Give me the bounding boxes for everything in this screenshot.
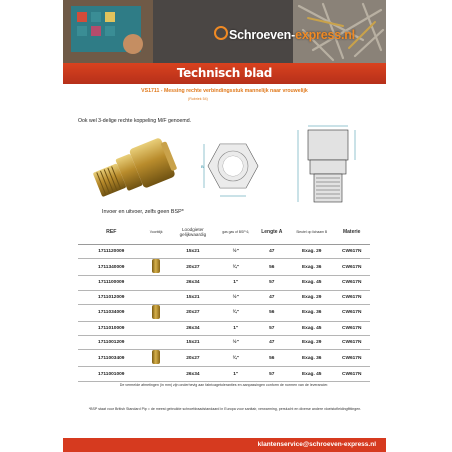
cell-wrench: Exag. 29 (290, 336, 333, 350)
cell-size: 20x27 (168, 350, 218, 367)
table-row (78, 245, 370, 259)
cell-length: 56 (254, 304, 290, 321)
product-subtitle: VS1711 - Messing rechte verbindingsstuk mannelijk naar vrouwelijk (141, 88, 308, 94)
cell-wrench: Exag. 45 (290, 321, 333, 335)
cell-size: 26x34 (168, 321, 218, 335)
cell-material: CW617N (333, 245, 370, 259)
cell-length: 57 (254, 276, 290, 290)
col-gas: gas gas of BSP 6, (218, 219, 254, 245)
cell-thumbnail (145, 304, 168, 321)
col-material: Materie (333, 219, 370, 245)
header-banner (63, 0, 386, 63)
col-ref: REF (78, 219, 145, 245)
cell-material: CW617N (333, 259, 370, 276)
cell-ref: 1711034009 (78, 304, 145, 321)
table-row (78, 259, 370, 276)
fitting-thumbnail-icon (152, 350, 160, 364)
cell-gas: ½" (218, 245, 254, 259)
brand-name-accent: express.nl (295, 28, 355, 42)
cell-ref: 1711001009 (78, 367, 145, 381)
cell-material: CW617N (333, 290, 370, 304)
cell-ref: 1711001209 (78, 336, 145, 350)
contact-email[interactable]: klantenservice@schroeven-express.nl (257, 441, 376, 448)
spec-table (78, 219, 370, 382)
cell-wrench: Exag. 36 (290, 259, 333, 276)
cell-ref: 1711100009 (78, 276, 145, 290)
cell-gas: ½" (218, 290, 254, 304)
cell-thumbnail (145, 245, 168, 259)
cell-wrench: Exag. 45 (290, 367, 333, 381)
fitting-thumbnail-icon (152, 305, 160, 319)
cell-gas: ¾" (218, 304, 254, 321)
col-size: Loodgieter gelijkwaardig (168, 219, 218, 245)
cell-gas: ½" (218, 336, 254, 350)
logo-icon (214, 26, 228, 40)
cell-material: CW617N (333, 336, 370, 350)
cell-wrench: Exag. 29 (290, 290, 333, 304)
table-row (78, 276, 370, 290)
cell-gas: 1" (218, 367, 254, 381)
cell-material: CW617N (333, 304, 370, 321)
table-row (78, 321, 370, 335)
cell-gas: ¾" (218, 350, 254, 367)
svg-text:B: B (201, 164, 204, 169)
cell-size: 26x34 (168, 276, 218, 290)
cell-material: CW617N (333, 276, 370, 290)
cell-length: 57 (254, 367, 290, 381)
product-category: (Rubriek 54) (188, 97, 208, 101)
brand-name: Schroeven- (229, 28, 296, 42)
cell-gas: 1" (218, 276, 254, 290)
cell-wrench: Exag. 36 (290, 350, 333, 367)
table-header-row (78, 219, 370, 245)
brand-logo[interactable] (229, 28, 355, 42)
cell-material: CW617N (333, 367, 370, 381)
cell-size: 15x21 (168, 245, 218, 259)
cell-gas: 1" (218, 321, 254, 335)
cell-size: 15x21 (168, 290, 218, 304)
col-view: Voorblijk (145, 219, 168, 245)
cell-size: 20x27 (168, 259, 218, 276)
cell-thumbnail (145, 321, 168, 335)
product-photo (85, 131, 185, 207)
table-row (78, 336, 370, 350)
cell-ref: 1711010009 (78, 321, 145, 335)
cell-wrench: Exag. 36 (290, 304, 333, 321)
cell-length: 47 (254, 245, 290, 259)
cell-ref: 1711012009 (78, 290, 145, 304)
cell-ref: 1711003409 (78, 350, 145, 367)
cell-gas: ¾" (218, 259, 254, 276)
table-row (78, 367, 370, 381)
col-wrench: Sleutel op lichaam B (290, 219, 333, 245)
cell-length: 57 (254, 321, 290, 335)
product-alias: Ook wel 3-delige rechte koppeling M/F genoemd. (78, 118, 192, 124)
cell-thumbnail (145, 290, 168, 304)
footer-bar (63, 438, 386, 452)
cell-length: 47 (254, 290, 290, 304)
col-length: Lengte A (254, 219, 290, 245)
table-row (78, 350, 370, 367)
cell-thumbnail (145, 350, 168, 367)
technical-drawing (200, 124, 375, 208)
cell-ref: 1711120009 (78, 245, 145, 259)
table-row (78, 304, 370, 321)
cell-thumbnail (145, 336, 168, 350)
bsp-footnote: *BSP staat voor British Standard Pip = de meest gebruikte schroefdraadstandaard in Europa voor sanitair, verwarming, perslucht en diverse andere vloeistofleidingfittingen. (88, 407, 362, 411)
cell-size: 26x34 (168, 367, 218, 381)
fitting-thumbnail-icon (152, 259, 160, 273)
cell-length: 56 (254, 259, 290, 276)
table-row (78, 290, 370, 304)
tolerance-note: De vermelde afmetingen (in mm) zijn onderhevig aan fabricagetoleranties en aanpassingen conform de normen van de leverancier. (119, 383, 329, 387)
cell-wrench: Exag. 45 (290, 276, 333, 290)
cell-wrench: Exag. 29 (290, 245, 333, 259)
cell-material: CW617N (333, 321, 370, 335)
cell-thumbnail (145, 367, 168, 381)
cell-thumbnail (145, 259, 168, 276)
title-bar (63, 63, 386, 84)
cell-ref: 1711340009 (78, 259, 145, 276)
cell-material: CW617N (333, 350, 370, 367)
page-title: Technisch blad (176, 66, 273, 80)
cell-length: 47 (254, 336, 290, 350)
cell-length: 56 (254, 350, 290, 367)
cell-size: 15x21 (168, 336, 218, 350)
cell-size: 20x27 (168, 304, 218, 321)
thread-note: Invoer en uitvoer, zelfs geen BSP* (102, 209, 184, 215)
cell-thumbnail (145, 276, 168, 290)
